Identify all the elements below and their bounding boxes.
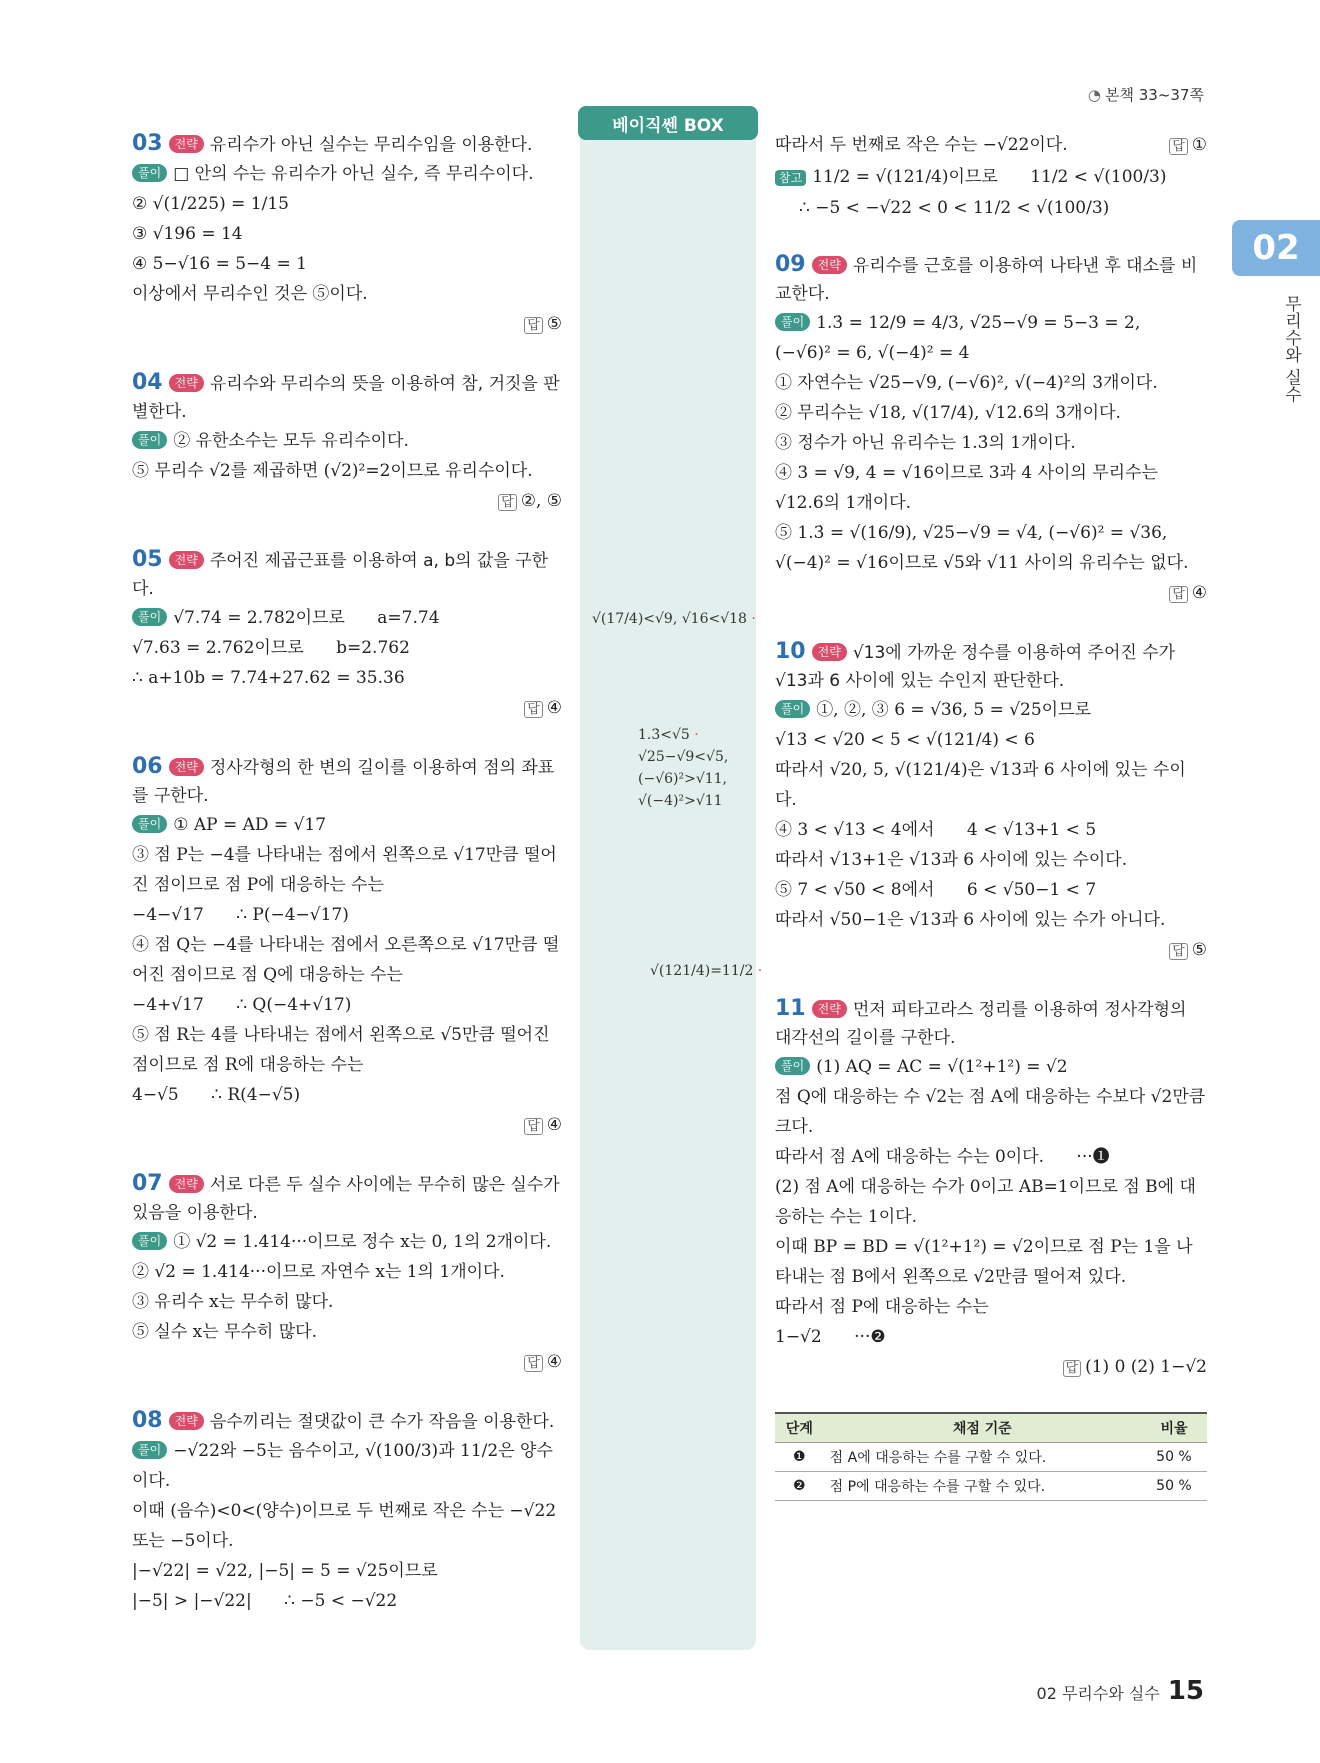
problem-header (132, 1170, 562, 1227)
answer-value: ④ (546, 698, 562, 718)
solution-line (132, 159, 562, 189)
answer-mark: 답 (524, 317, 543, 334)
strategy-badge: 전략 (169, 374, 204, 392)
solution-line: ② 무리수는 √18, √(17/4), √12.6의 3개이다. (775, 403, 1121, 423)
problem-strategy: 주어진 제곱근표를 이용하여 a, b의 값을 구한다. (132, 551, 549, 599)
problem-header (775, 995, 1207, 1052)
problem-strategy: 먼저 피타고라스 정리를 이용하여 정사각형의 대각선의 길이를 구한다. (775, 1000, 1187, 1048)
solution-text: (1) AQ = AC = √(1²+1²) = √2 (816, 1057, 1068, 1077)
solution-line: ② √(1/225) = 1/15 (132, 194, 289, 214)
solution-line: ① 자연수는 √25−√9, (−√6)², √(−4)²의 3개이다. (775, 373, 1158, 393)
solution-line (132, 1227, 562, 1257)
solution-line: |−5| > |−√22| ∴ −5 < −√22 (132, 1591, 398, 1611)
solution-line: ⑤ 점 R는 4를 나타내는 점에서 왼쪽으로 √5만큼 떨어진 점이므로 점 R에 대응하는 수는 (132, 1025, 555, 1075)
solution-line: ③ 점 P는 −4를 나타내는 점에서 왼쪽으로 √17만큼 떨어진 점이므로 점 P에 대응하는 수는 (132, 845, 557, 895)
problem-strategy: 정사각형의 한 변의 길이를 이용하여 점의 좌표를 구한다. (132, 758, 555, 806)
basic-box-title: 베이직쎈 BOX (578, 106, 758, 140)
problem-04 (132, 369, 562, 518)
solution-line: 따라서 √20, 5, √(121/4)은 √13과 6 사이에 있는 수이다. (775, 760, 1186, 810)
solution-line: 따라서 √13+1은 √13과 6 사이에 있는 수이다. (775, 850, 1128, 870)
solution-line: √7.63 = 2.762이므로 b=2.762 (132, 638, 410, 658)
solution-badge: 풀이 (132, 608, 167, 626)
problem-03 (132, 130, 562, 341)
solution-text: −√22와 −5는 음수이고, √(100/3)과 11/2은 양수이다. (132, 1441, 553, 1491)
answer (775, 578, 1207, 610)
solution-line (132, 426, 562, 456)
answer-mark: 답 (1169, 586, 1188, 603)
solution-line (775, 1052, 1207, 1082)
solution-text: □ 안의 수는 유리수가 아닌 실수, 즉 무리수이다. (173, 164, 534, 184)
strategy-badge: 전략 (169, 758, 204, 776)
table-row: ❶ 점 A에 대응하는 수를 구할 수 있다. 50 % (775, 1443, 1207, 1472)
note-badge: 참고 (775, 170, 806, 186)
solution-line: 점 Q에 대응하는 수 √2는 점 A에 대응하는 수보다 √2만큼 크다. (775, 1087, 1211, 1137)
solution-line: ④ 3 = √9, 4 = √16이므로 3과 4 사이의 무리수는 √12.6의 1개이다. (775, 463, 1164, 513)
solution-line: −4+√17 ∴ Q(−4+√17) (132, 995, 352, 1015)
problem-header (132, 130, 562, 159)
problem-header (775, 251, 1207, 308)
solution-badge: 풀이 (775, 313, 810, 331)
solution-line: ④ 3 < √13 < 4에서 4 < √13+1 < 5 (775, 820, 1097, 840)
answer-mark: 답 (1063, 1360, 1082, 1377)
solution-line: 1−√2 ···❷ (775, 1327, 886, 1347)
solution-badge: 풀이 (775, 1057, 810, 1075)
strategy-badge: 전략 (812, 643, 847, 661)
left-column (132, 130, 562, 1644)
strategy-badge: 전략 (169, 1412, 204, 1430)
problem-header (775, 638, 1207, 695)
scoring-table: 단계 채점 기준 비율 ❶ 점 A에 대응하는 수를 구할 수 있다. 50 % ❷ 점 P에 대응하는 수를 구할 수 있다. 50 % (775, 1412, 1207, 1501)
problem-07 (132, 1170, 562, 1379)
problem-number: 09 (775, 252, 806, 277)
solution-line: |−√22| = √22, |−5| = 5 = √25이므로 (132, 1561, 438, 1581)
answer (775, 935, 1207, 967)
table-row: ❷ 점 P에 대응하는 수를 구할 수 있다. 50 % (775, 1472, 1207, 1501)
problem-08 (132, 1407, 562, 1616)
page-reference: ◔ 본책 33~37쪽 (1087, 86, 1204, 104)
problem-strategy: 유리수가 아닌 실수는 무리수임을 이용한다. (209, 135, 533, 155)
page-number: 15 (1167, 1676, 1204, 1706)
problem-05 (132, 546, 562, 725)
answer-value: (1) 0 (2) 1−√2 (1085, 1357, 1207, 1377)
problem-11 (775, 995, 1211, 1384)
answer (132, 486, 562, 518)
solution-text: √7.74 = 2.782이므로 a=7.74 (173, 608, 440, 628)
box-memo: √(−4)²>√11 (638, 793, 723, 809)
solution-line: √13 < √20 < 5 < √(121/4) < 6 (775, 730, 1035, 750)
problem-number: 05 (132, 547, 163, 572)
solution-badge: 풀이 (132, 1441, 167, 1459)
answer (132, 309, 562, 341)
problem-strategy: 유리수와 무리수의 뜻을 이용하여 참, 거짓을 판별한다. (132, 374, 560, 422)
solution-line: 따라서 √50−1은 √13과 6 사이에 있는 수가 아니다. (775, 910, 1166, 930)
problem-number: 06 (132, 754, 163, 779)
solution-line: ③ 유리수 x는 무수히 많다. (132, 1292, 334, 1312)
solution-line: 이상에서 무리수인 것은 ⑤이다. (132, 284, 368, 304)
solution-line: (2) 점 A에 대응하는 수가 0이고 AB=1이므로 점 B에 대응하는 수는 1이다. (775, 1177, 1196, 1227)
solution-line: ⑤ 무리수 √2를 제곱하면 (√2)²=2이므로 유리수이다. (132, 461, 533, 481)
right-problems (775, 251, 1211, 1384)
chapter-side-label: 무리수와 실수 (1281, 295, 1301, 403)
strategy-badge: 전략 (169, 1175, 204, 1193)
solution-line (132, 810, 562, 840)
solution-badge: 풀이 (132, 164, 167, 182)
box-memo: √(121/4)=11/2 · (650, 963, 763, 979)
solution-line (775, 308, 1207, 338)
solution-text: ② 유한소수는 모두 유리수이다. (173, 431, 409, 451)
problem-number: 08 (132, 1408, 163, 1433)
solution-line: ⑤ 7 < √50 < 8에서 6 < √50−1 < 7 (775, 880, 1097, 900)
problem-number: 04 (132, 370, 163, 395)
solution-line: ∴ a+10b = 7.74+27.62 = 35.36 (132, 668, 405, 688)
solution-line: ③ 정수가 아닌 유리수는 1.3̇의 1개이다. (775, 433, 1076, 453)
solution-badge: 풀이 (132, 815, 167, 833)
strategy-badge: 전략 (169, 551, 204, 569)
reference-icon: ◔ (1087, 86, 1102, 104)
problem-strategy: 음수끼리는 절댓값이 큰 수가 작음을 이용한다. (209, 1412, 555, 1432)
solution-line: ④ 점 Q는 −4를 나타내는 점에서 오른쪽으로 √17만큼 떨어진 점이므로 점 Q에 대응하는 수는 (132, 935, 560, 985)
problem-header (132, 1407, 562, 1436)
answer (775, 1352, 1207, 1384)
problem-strategy: √13에 가까운 정수를 이용하여 주어진 수가 √13과 6 사이에 있는 수인지 판단한다. (775, 643, 1176, 691)
strategy-badge: 전략 (812, 256, 847, 274)
basic-box-panel (580, 122, 756, 1650)
answer (132, 1110, 562, 1142)
problem-10 (775, 638, 1207, 967)
answer-mark: 답 (524, 1118, 543, 1135)
problem-08-continued: 따라서 두 번째로 작은 수는 −√22이다. 답 ① 참고 11/2 = √(121/4)이므로 11/2 < √(100/3) ∴ −5 < −√22 < 0 < 11/2 < √(100/3) (775, 135, 1207, 218)
solution-line: ⑤ 1.3̇ = √(16/9), √25−√9 = √4, (−√6)² = √36, √(−4)² = √16이므로 √5와 √11 사이의 유리수는 없다. (775, 523, 1189, 573)
answer-value: ⑤ (546, 314, 562, 334)
problem-number: 11 (775, 996, 806, 1021)
solution-text: ①, ②, ③ 6 = √36, 5 = √25이므로 (816, 700, 1091, 720)
answer-mark: 답 (524, 701, 543, 718)
solution-line: ④ 5−√16 = 5−4 = 1 (132, 254, 307, 274)
answer-value: ④ (1191, 583, 1207, 603)
right-column (775, 130, 1211, 1501)
problem-06 (132, 753, 562, 1142)
problem-strategy: 서로 다른 두 실수 사이에는 무수히 많은 실수가 있음을 이용한다. (132, 1175, 560, 1223)
answer-value: ②, ⑤ (520, 491, 562, 511)
answer-value: ⑤ (1191, 940, 1207, 960)
solution-line: 4−√5 ∴ R(4−√5) (132, 1085, 301, 1105)
solution-line: ⑤ 실수 x는 무수히 많다. (132, 1322, 317, 1342)
problem-number: 03 (132, 131, 163, 156)
box-memo: √25−√9<√5, (638, 749, 729, 765)
solution-line: 따라서 점 A에 대응하는 수는 0이다. ···❶ (775, 1147, 1110, 1167)
solution-badge: 풀이 (132, 431, 167, 449)
solution-line: 이때 (음수)<0<(양수)이므로 두 번째로 작은 수는 −√22 또는 −5이다. (132, 1501, 562, 1551)
solution-text: ① √2 = 1.414···이므로 정수 x는 0, 1의 2개이다. (173, 1232, 552, 1252)
problem-header (132, 369, 562, 426)
problem-number: 10 (775, 639, 806, 664)
answer-mark: 답 (498, 494, 517, 511)
solution-line: ② √2 = 1.414···이므로 자연수 x는 1의 1개이다. (132, 1262, 505, 1282)
answer-mark: 답 (1169, 138, 1188, 155)
box-memo: √(17/4)<√9, √16<√18 · (592, 611, 756, 627)
problem-number: 07 (132, 1171, 163, 1196)
strategy-badge: 전략 (812, 1000, 847, 1018)
answer-value: ④ (546, 1115, 562, 1135)
box-memo: (−√6)²>√11, (638, 771, 728, 787)
solution-text: ① AP = AD = √17 (173, 815, 327, 835)
solution-line: 이때 BP = BD = √(1²+1²) = √2이므로 점 P는 1을 나타내는 점 B에서 왼쪽으로 √2만큼 떨어져 있다. (775, 1237, 1193, 1287)
answer (132, 693, 562, 725)
answer-mark: 답 (524, 1355, 543, 1372)
solution-line (132, 1436, 562, 1496)
solution-badge: 풀이 (132, 1232, 167, 1250)
solution-line (132, 603, 562, 633)
solution-line: (−√6)² = 6, √(−4)² = 4 (775, 343, 970, 363)
solution-line: 따라서 점 P에 대응하는 수는 (775, 1297, 989, 1317)
strategy-badge: 전략 (169, 135, 204, 153)
answer (132, 1347, 562, 1379)
solution-badge: 풀이 (775, 700, 810, 718)
solution-line: ③ √196 = 14 (132, 224, 243, 244)
solution-line: −4−√17 ∴ P(−4−√17) (132, 905, 349, 925)
page-footer: 02 무리수와 실수 15 (1036, 1676, 1204, 1706)
solution-text: 1.3̇ = 12/9 = 4/3, √25−√9 = 5−3 = 2, (816, 313, 1141, 333)
answer-mark: 답 (1169, 943, 1188, 960)
problem-header (132, 546, 562, 603)
problem-header (132, 753, 562, 810)
box-memo: 1.3̇<√5 · (638, 727, 699, 743)
chapter-tab: 02 (1232, 220, 1320, 276)
solution-line (775, 695, 1207, 725)
answer-value: ④ (546, 1352, 562, 1372)
problem-strategy: 유리수를 근호를 이용하여 나타낸 후 대소를 비교한다. (775, 256, 1198, 304)
problem-09 (775, 251, 1207, 610)
